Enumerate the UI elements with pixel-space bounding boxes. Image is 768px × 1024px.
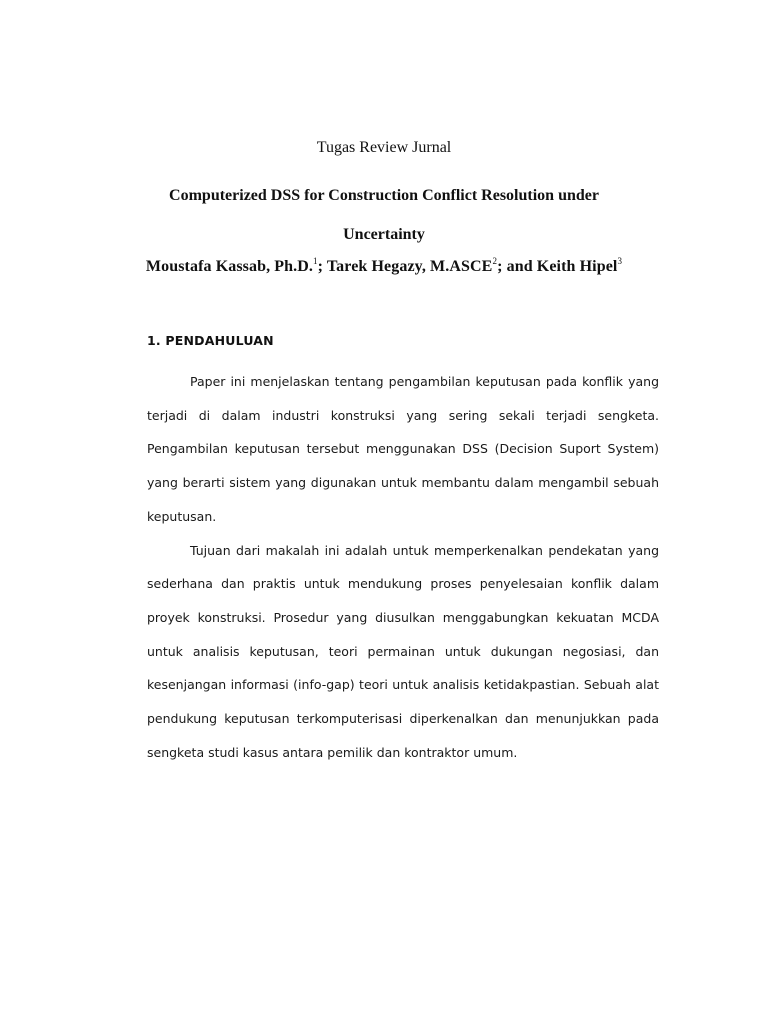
paper-title — [0, 176, 768, 254]
paper-title-line-2: Uncertainty — [343, 226, 425, 243]
author-3-affiliation: 3 — [617, 256, 623, 266]
section-body — [147, 365, 659, 769]
section-heading: 1. PENDAHULUAN — [147, 333, 274, 348]
author-3: ; and Keith Hipel — [497, 258, 618, 275]
author-1-affiliation: 1 — [313, 256, 318, 266]
author-2-affiliation: 2 — [492, 256, 498, 266]
author-list — [0, 255, 768, 279]
paragraph-2: Tujuan dari makalah ini adalah untuk memperkenalkan pendekatan yang sederhana dan praktis untuk mendukung proses penyelesaian konflik dalam proyek konstruksi. Prosedur yang diusulkan menggabungkan kekuatan MCDA untuk analisis keputusan, teori permainan untuk dukungan negosiasi, dan kesenjangan informasi (info-gap) teori untuk analisis ketidakpastian. Sebuah alat pendukung keputusan terkomputerisasi diperkenalkan dan menunjukkan pada sengketa studi kasus antara pemilik dan kontraktor umum. — [147, 542, 659, 760]
author-1: Moustafa Kassab, Ph.D. — [145, 258, 314, 275]
paragraph-1: Paper ini menjelaskan tentang pengambilan keputusan pada konflik yang terjadi di dalam industri konstruksi yang sering sekali terjadi sengketa. Pengambilan keputusan tersebut menggunakan DSS (Decision Suport System) yang berarti sistem yang digunakan untuk membantu dalam mengambil sebuah keputusan. — [147, 374, 659, 524]
paper-title-line-1: Computerized DSS for Construction Conflict Resolution under — [169, 187, 599, 204]
author-2: ; Tarek Hegazy, M.ASCE — [317, 258, 493, 275]
document-label: Tugas Review Jurnal — [316, 139, 452, 156]
